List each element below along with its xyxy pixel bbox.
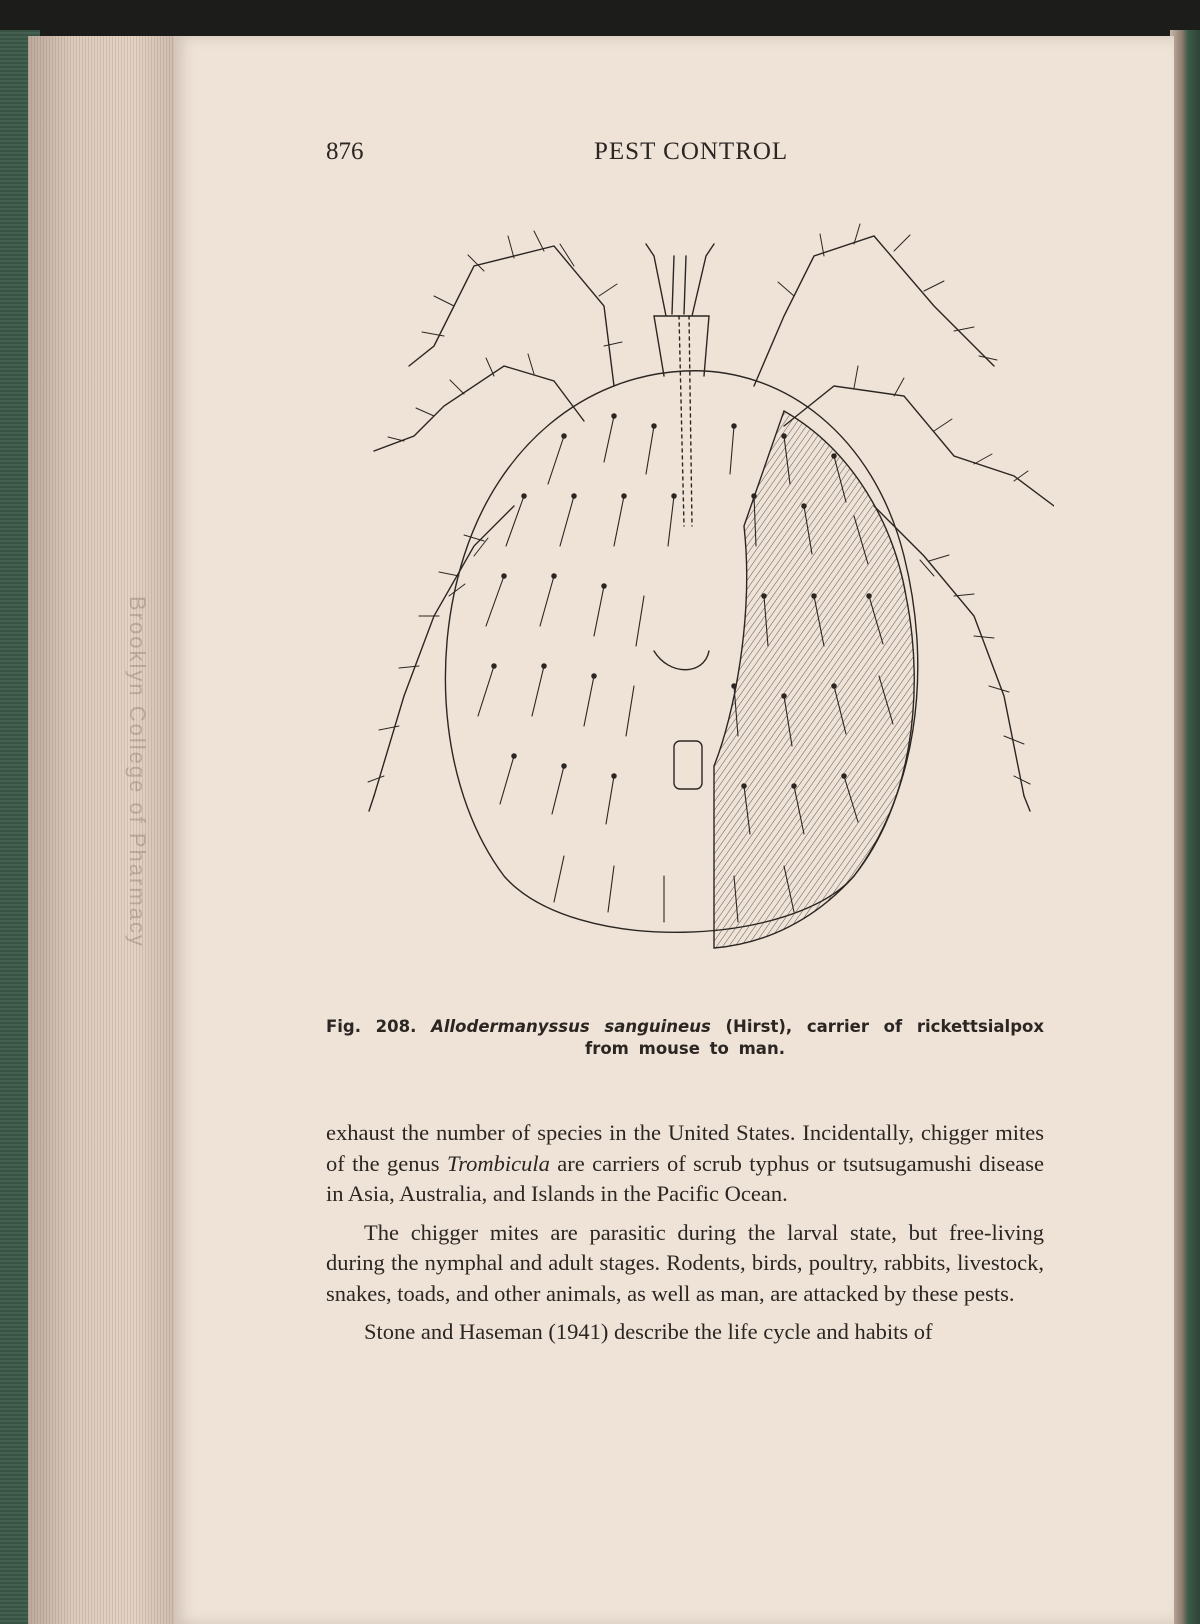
anal-plate (674, 741, 702, 789)
running-head (174, 138, 1174, 170)
genus-name: Trombicula (446, 1150, 550, 1176)
leg-second-left (374, 366, 584, 451)
page-number: 876 (326, 138, 364, 165)
leg-front-right (754, 236, 994, 386)
mite-mouthparts (646, 244, 714, 376)
body-text (326, 1118, 1044, 1356)
figure-label: Fig. 208. (326, 1017, 417, 1036)
running-title: PEST CONTROL (594, 138, 789, 165)
leg-front-left (409, 246, 614, 386)
paragraph-3: Stone and Haseman (1941) describe the life cycle and habits of (364, 1319, 933, 1344)
figure-caption (326, 1016, 1044, 1060)
book-right-edge (1170, 30, 1200, 1624)
mite-illustration (314, 196, 1054, 996)
figure-species: Allodermanyssus sanguineus (431, 1017, 711, 1036)
mite-shaded-half (714, 411, 914, 948)
spine-watermark: Brooklyn College of Pharmacy (125, 596, 150, 948)
paragraph-2: The chigger mites are parasitic during the larval state, but free-living during the nymphal and adult stages. Rodents, birds, poultry, rabbits, livestock, snakes, toads, and other animals, as well as man, are attacked by these pests. (326, 1219, 1044, 1306)
leg-third-left (374, 506, 514, 796)
book-page (174, 36, 1174, 1624)
figure-description: (Hirst), carrier of rickettsialpox from mouse to man. (585, 1017, 1044, 1058)
page-stack-edge (28, 36, 178, 1624)
paragraph-1: exhaust the number of species in the United States. Incidentally, chigger mites of the genus Trombicula are carriers of scrub typhus or tsutsugamushi disease in Asia, Australia, and Islands in the Pacific Ocean. (326, 1120, 1045, 1206)
